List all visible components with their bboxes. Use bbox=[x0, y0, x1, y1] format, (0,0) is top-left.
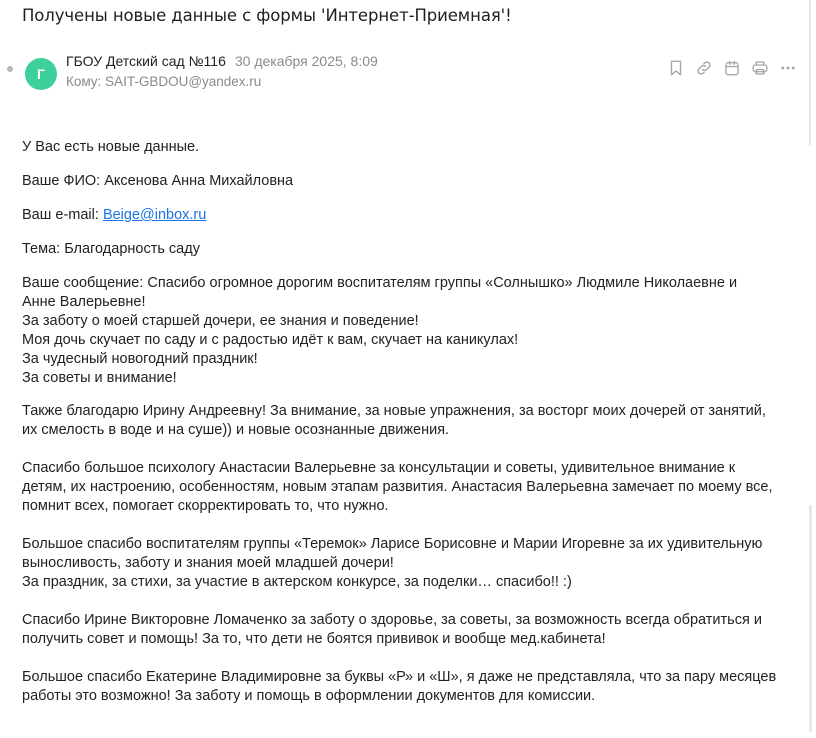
recipient-line[interactable]: Кому: SAIT-GBDOU@yandex.ru bbox=[66, 74, 262, 89]
print-button[interactable] bbox=[750, 58, 770, 78]
sender-avatar[interactable]: Г bbox=[25, 58, 57, 90]
topic-text: Тема: Благодарность саду bbox=[22, 241, 200, 257]
paragraph: Спасибо большое психологу Анастасии Валерьевне за консультации и советы, удивительное внимание к детям, их настроению, особенностям, новым этапам развития. Анастасия Валерьевна замечает по моему все, помнит всех, помогает скорректировать то, что нужно. bbox=[22, 460, 773, 514]
sent-date: 30 декабря 2025, 8:09 bbox=[234, 53, 378, 69]
message-actions bbox=[666, 58, 798, 78]
message-line: Ваше сообщение: Спасибо огромное дорогим воспитателям группы «Солнышко» Людмиле Николаевне и Анне Валерьевне! bbox=[22, 275, 738, 310]
paragraph: Также благодарю Ирину Андреевну! За внимание, за новые упражнения, за восторг моих дочерей от занятий, их смелость в воде и на суше)) и новые осознанные движения. bbox=[22, 403, 766, 438]
message-line: За чудесный новогодний праздник! bbox=[22, 351, 258, 367]
copy-link-button[interactable] bbox=[694, 58, 714, 78]
sender-line bbox=[66, 53, 378, 69]
message-line: За советы и внимание! bbox=[22, 370, 177, 386]
paragraph: За праздник, за стихи, за участие в актерском конкурсе, за поделки… спасибо!! :) bbox=[22, 574, 572, 590]
print-icon bbox=[751, 59, 769, 77]
calendar-icon bbox=[723, 59, 741, 77]
message-line: За заботу о моей старшей дочери, ее знания и поведение! bbox=[22, 313, 419, 329]
sender-name[interactable]: ГБОУ Детский сад №116 bbox=[66, 53, 226, 69]
paragraph: Спасибо Ирине Викторовне Ломаченко за заботу о здоровье, за советы, за возможность всегда обратиться и получить совет и помощь! За то, что дети не боятся прививок и вообще мед.кабинета! bbox=[22, 612, 762, 647]
calendar-button[interactable] bbox=[722, 58, 742, 78]
paragraph: Большое спасибо Екатерине Владимировне за буквы «Р» и «Ш», я даже не представляла, что за пару месяцев работы это возможно! За заботу и помощь в оформлении документов для комиссии. bbox=[22, 669, 777, 704]
fio-text: Ваше ФИО: Аксенова Анна Михайловна bbox=[22, 173, 294, 189]
scrollbar[interactable] bbox=[806, 0, 816, 738]
link-icon bbox=[695, 59, 713, 77]
more-icon bbox=[779, 59, 797, 77]
email-label: Ваш e-mail: bbox=[22, 207, 103, 223]
bookmark-icon bbox=[667, 59, 685, 77]
intro-text: У Вас есть новые данные. bbox=[22, 139, 200, 155]
scrollbar-track-upper bbox=[809, 0, 811, 145]
bookmark-button[interactable] bbox=[666, 58, 686, 78]
message-block bbox=[22, 274, 767, 388]
message-line: Моя дочь скучает по саду и с радостью идёт к вам, скучает на каникулах! bbox=[22, 332, 519, 348]
more-button[interactable] bbox=[778, 58, 798, 78]
sender-email-link[interactable]: Beige@inbox.ru bbox=[102, 207, 207, 223]
scrollbar-thumb[interactable] bbox=[809, 505, 812, 732]
unread-indicator[interactable] bbox=[7, 66, 13, 72]
email-line bbox=[22, 206, 782, 225]
email-subject: Получены новые данные с формы 'Интернет-Приемная'! bbox=[22, 6, 512, 25]
paragraph: Большое спасибо воспитателям группы «Теремок» Ларисе Борисовне и Марии Игоревне за их удивительную выносливость, заботу и знания моей младшей дочери! bbox=[22, 536, 763, 571]
email-body bbox=[22, 138, 782, 706]
